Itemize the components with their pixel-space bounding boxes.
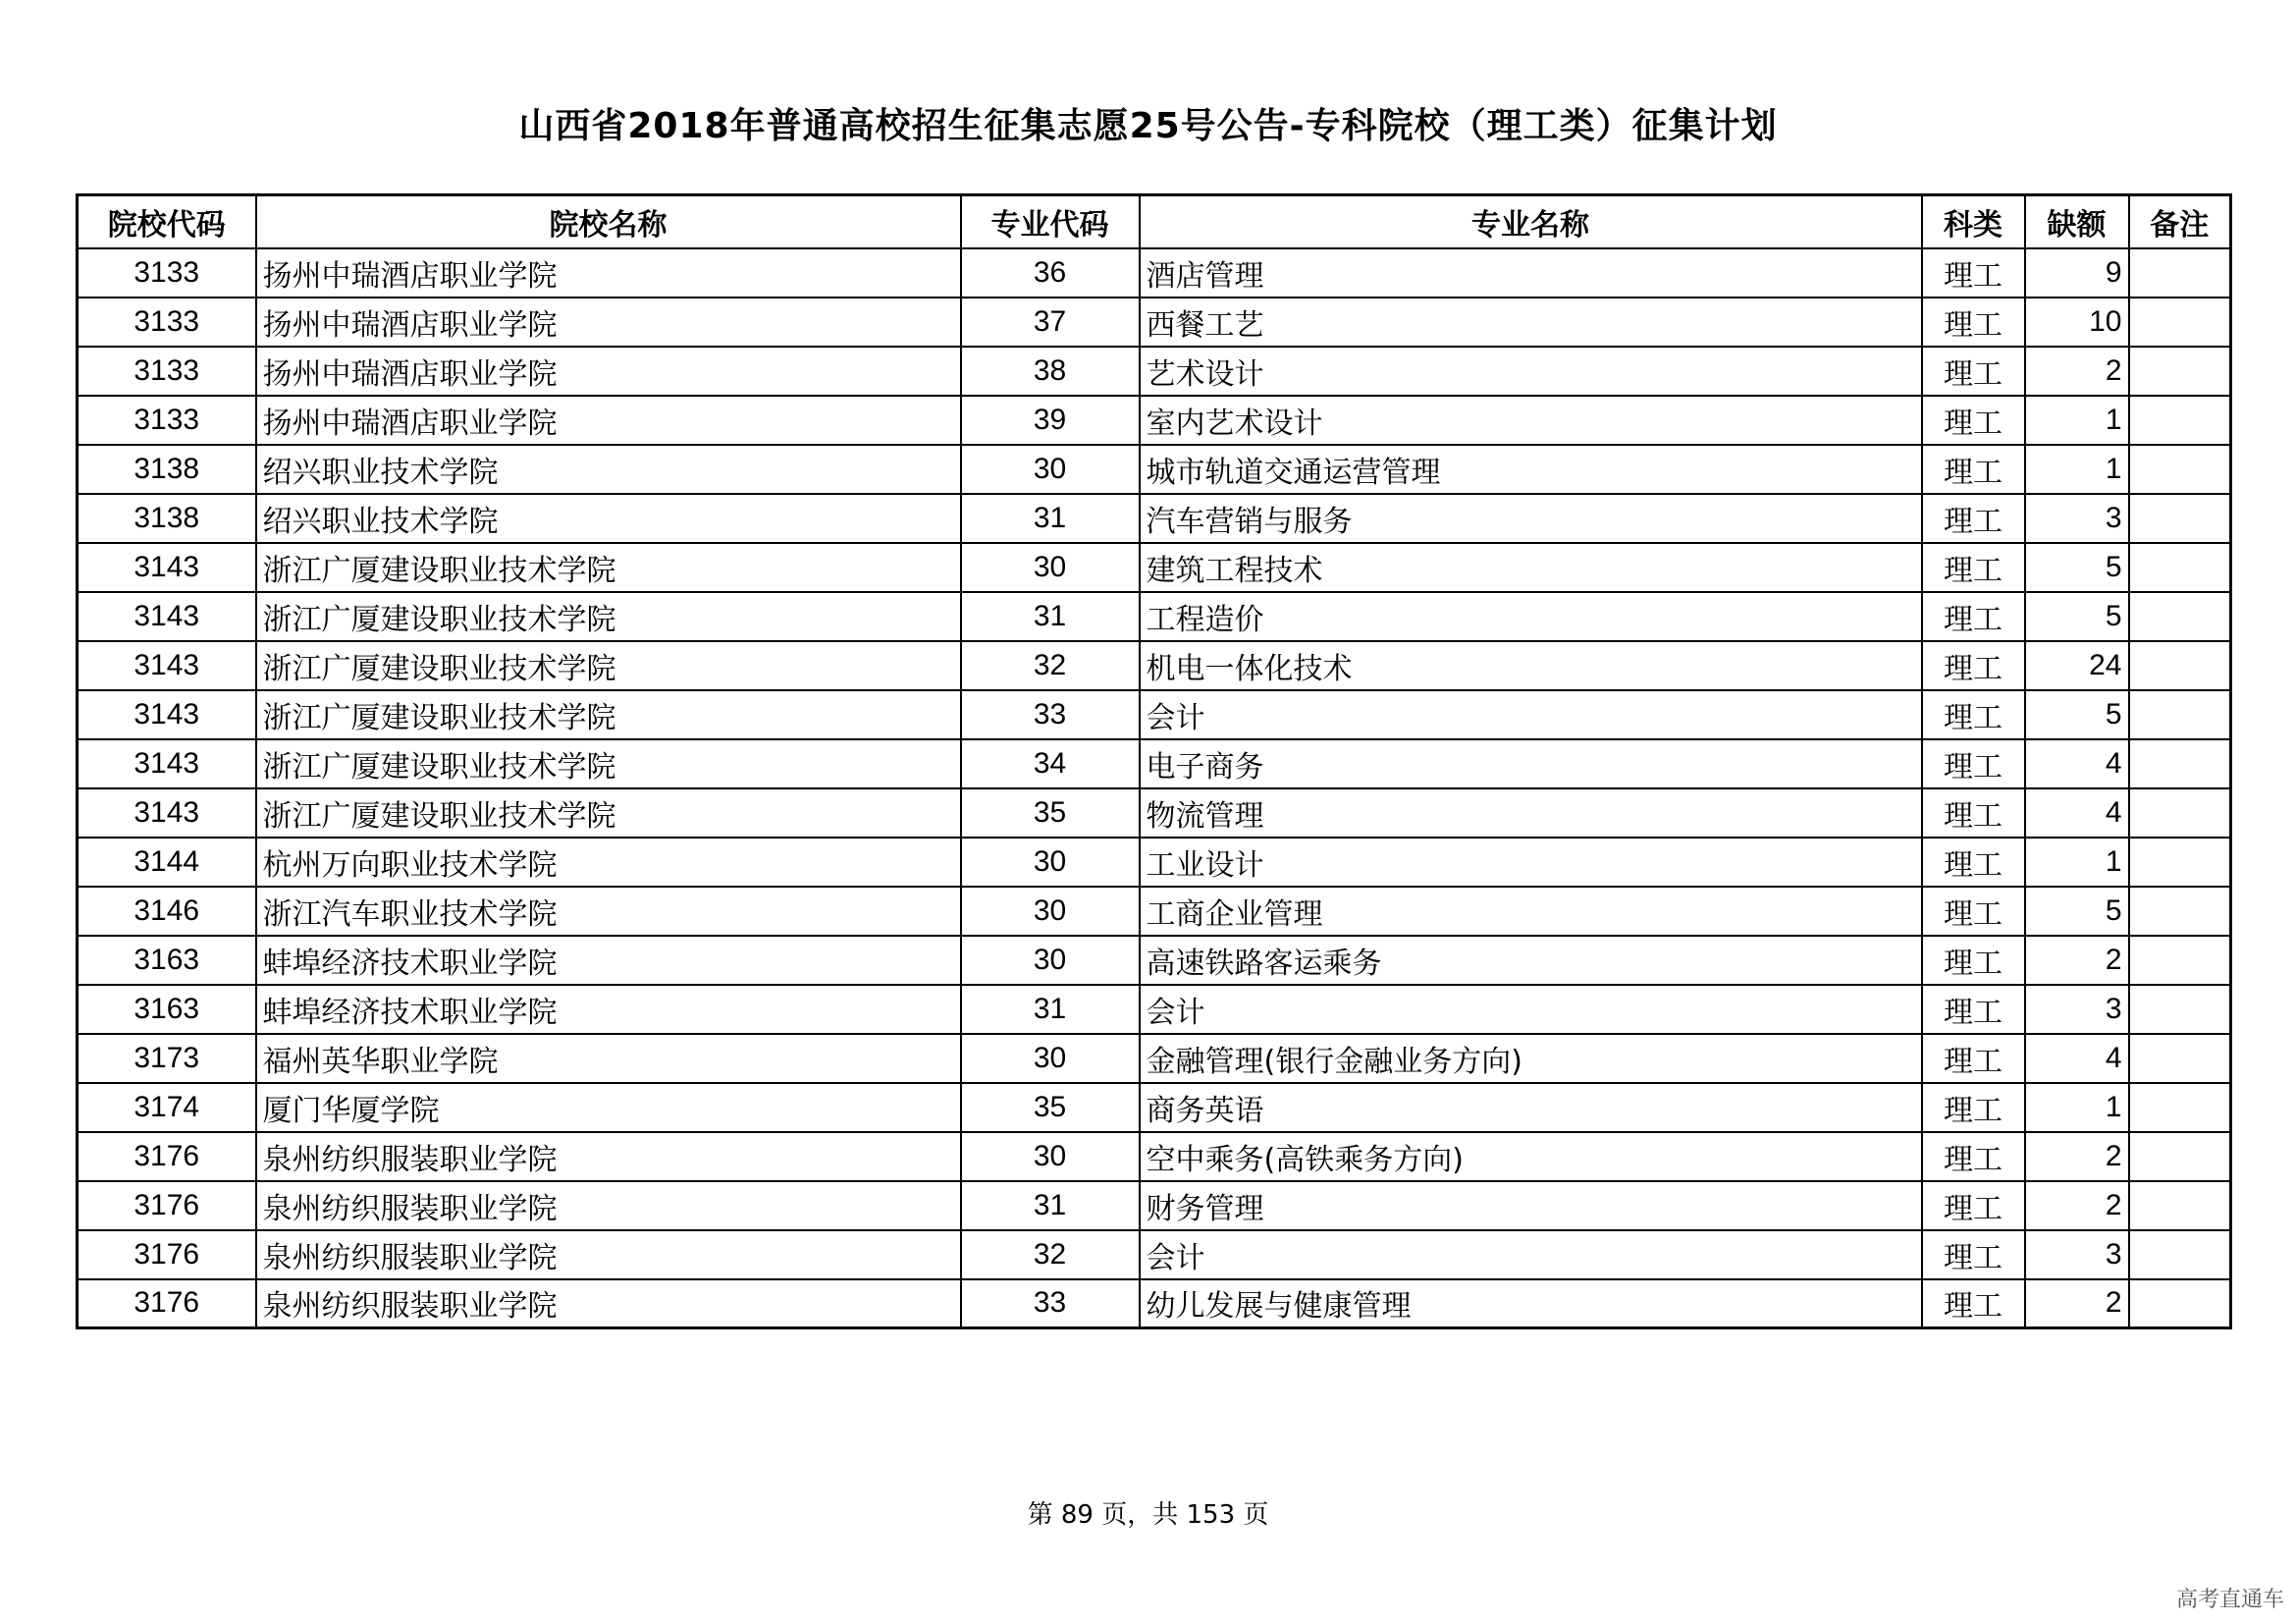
cell-remarks [2129, 1132, 2231, 1181]
cell-school-code: 3143 [78, 690, 256, 739]
table-row [78, 396, 2231, 445]
cell-school-code: 3143 [78, 739, 256, 788]
cell-school-name: 扬州中瑞酒店职业学院 [256, 347, 961, 396]
cell-major-code: 36 [961, 248, 1140, 298]
header-school-name: 院校名称 [256, 195, 961, 248]
table-row [78, 887, 2231, 936]
cell-category: 理工 [1922, 1132, 2025, 1181]
cell-category: 理工 [1922, 248, 2025, 298]
cell-major-name: 金融管理(银行金融业务方向) [1140, 1034, 1922, 1083]
table-row [78, 788, 2231, 838]
cell-remarks [2129, 445, 2231, 494]
cell-quota: 4 [2025, 1034, 2129, 1083]
cell-quota: 1 [2025, 396, 2129, 445]
cell-major-name: 会计 [1140, 985, 1922, 1034]
cell-category: 理工 [1922, 1230, 2025, 1279]
header-school-code: 院校代码 [78, 195, 256, 248]
cell-major-name: 电子商务 [1140, 739, 1922, 788]
cell-major-name: 财务管理 [1140, 1181, 1922, 1230]
cell-category: 理工 [1922, 298, 2025, 347]
cell-school-code: 3163 [78, 936, 256, 985]
cell-major-code: 34 [961, 739, 1140, 788]
cell-major-name: 工程造价 [1140, 592, 1922, 641]
cell-major-name: 室内艺术设计 [1140, 396, 1922, 445]
cell-category: 理工 [1922, 592, 2025, 641]
cell-school-name: 泉州纺织服装职业学院 [256, 1181, 961, 1230]
cell-quota: 1 [2025, 445, 2129, 494]
cell-major-code: 30 [961, 445, 1140, 494]
table-row [78, 985, 2231, 1034]
document-title: 山西省2018年普通高校招生征集志愿25号公告-专科院校（理工类）征集计划 [518, 106, 1778, 146]
enrollment-plan-table [76, 193, 2232, 1329]
cell-school-code: 3146 [78, 887, 256, 936]
cell-major-code: 32 [961, 641, 1140, 690]
cell-school-name: 泉州纺织服装职业学院 [256, 1230, 961, 1279]
page-number: 第 89 页，共 153 页 [1027, 1500, 1269, 1530]
table-row [78, 936, 2231, 985]
table-row [78, 739, 2231, 788]
cell-major-code: 37 [961, 298, 1140, 347]
cell-major-name: 建筑工程技术 [1140, 543, 1922, 592]
cell-school-name: 浙江广厦建设职业技术学院 [256, 592, 961, 641]
cell-school-name: 浙江汽车职业技术学院 [256, 887, 961, 936]
cell-remarks [2129, 838, 2231, 887]
cell-major-name: 物流管理 [1140, 788, 1922, 838]
cell-category: 理工 [1922, 1181, 2025, 1230]
cell-category: 理工 [1922, 887, 2025, 936]
cell-quota: 9 [2025, 248, 2129, 298]
cell-category: 理工 [1922, 543, 2025, 592]
cell-school-name: 扬州中瑞酒店职业学院 [256, 298, 961, 347]
cell-remarks [2129, 396, 2231, 445]
header-major-code: 专业代码 [961, 195, 1140, 248]
cell-school-name: 泉州纺织服装职业学院 [256, 1279, 961, 1328]
cell-quota: 24 [2025, 641, 2129, 690]
cell-major-name: 会计 [1140, 1230, 1922, 1279]
cell-remarks [2129, 1034, 2231, 1083]
cell-remarks [2129, 1083, 2231, 1132]
cell-major-code: 30 [961, 887, 1140, 936]
cell-school-code: 3133 [78, 347, 256, 396]
cell-major-code: 31 [961, 592, 1140, 641]
cell-school-name: 泉州纺织服装职业学院 [256, 1132, 961, 1181]
cell-category: 理工 [1922, 641, 2025, 690]
cell-school-code: 3138 [78, 494, 256, 543]
cell-remarks [2129, 494, 2231, 543]
cell-school-name: 杭州万向职业技术学院 [256, 838, 961, 887]
cell-quota: 2 [2025, 936, 2129, 985]
cell-school-code: 3143 [78, 788, 256, 838]
cell-school-name: 绍兴职业技术学院 [256, 494, 961, 543]
cell-school-name: 蚌埠经济技术职业学院 [256, 936, 961, 985]
table-row [78, 1083, 2231, 1132]
cell-school-name: 浙江广厦建设职业技术学院 [256, 788, 961, 838]
cell-school-code: 3144 [78, 838, 256, 887]
cell-school-code: 3133 [78, 298, 256, 347]
cell-category: 理工 [1922, 1034, 2025, 1083]
cell-category: 理工 [1922, 396, 2025, 445]
cell-school-code: 3143 [78, 641, 256, 690]
cell-school-code: 3176 [78, 1230, 256, 1279]
cell-school-name: 福州英华职业学院 [256, 1034, 961, 1083]
cell-remarks [2129, 936, 2231, 985]
cell-major-code: 33 [961, 690, 1140, 739]
cell-remarks [2129, 1230, 2231, 1279]
cell-major-code: 30 [961, 936, 1140, 985]
cell-major-name: 空中乘务(高铁乘务方向) [1140, 1132, 1922, 1181]
cell-category: 理工 [1922, 788, 2025, 838]
cell-category: 理工 [1922, 1279, 2025, 1328]
cell-major-code: 30 [961, 1034, 1140, 1083]
table-header [78, 195, 2231, 248]
cell-major-code: 30 [961, 1132, 1140, 1181]
cell-major-name: 机电一体化技术 [1140, 641, 1922, 690]
cell-remarks [2129, 641, 2231, 690]
cell-quota: 5 [2025, 690, 2129, 739]
cell-remarks [2129, 1279, 2231, 1328]
cell-quota: 1 [2025, 1083, 2129, 1132]
cell-remarks [2129, 788, 2231, 838]
header-major-name: 专业名称 [1140, 195, 1922, 248]
cell-school-code: 3133 [78, 248, 256, 298]
cell-category: 理工 [1922, 936, 2025, 985]
cell-school-code: 3176 [78, 1132, 256, 1181]
cell-remarks [2129, 298, 2231, 347]
table-row [78, 690, 2231, 739]
table-row [78, 543, 2231, 592]
cell-school-code: 3143 [78, 592, 256, 641]
cell-remarks [2129, 690, 2231, 739]
cell-school-name: 扬州中瑞酒店职业学院 [256, 248, 961, 298]
cell-quota: 2 [2025, 1132, 2129, 1181]
cell-school-name: 绍兴职业技术学院 [256, 445, 961, 494]
cell-school-code: 3163 [78, 985, 256, 1034]
cell-school-code: 3133 [78, 396, 256, 445]
table-row [78, 1279, 2231, 1328]
header-category: 科类 [1922, 195, 2025, 248]
table-row [78, 641, 2231, 690]
cell-school-code: 3173 [78, 1034, 256, 1083]
cell-major-code: 35 [961, 788, 1140, 838]
cell-major-code: 35 [961, 1083, 1140, 1132]
cell-quota: 4 [2025, 788, 2129, 838]
cell-major-name: 西餐工艺 [1140, 298, 1922, 347]
table-row [78, 838, 2231, 887]
cell-major-name: 城市轨道交通运营管理 [1140, 445, 1922, 494]
cell-remarks [2129, 739, 2231, 788]
table-row [78, 1230, 2231, 1279]
cell-quota: 1 [2025, 838, 2129, 887]
cell-school-code: 3174 [78, 1083, 256, 1132]
cell-quota: 10 [2025, 298, 2129, 347]
cell-remarks [2129, 592, 2231, 641]
cell-major-code: 31 [961, 985, 1140, 1034]
cell-major-name: 会计 [1140, 690, 1922, 739]
cell-major-code: 39 [961, 396, 1140, 445]
table-row [78, 248, 2231, 298]
cell-major-code: 32 [961, 1230, 1140, 1279]
cell-quota: 5 [2025, 543, 2129, 592]
cell-major-name: 汽车营销与服务 [1140, 494, 1922, 543]
cell-category: 理工 [1922, 690, 2025, 739]
table-row [78, 298, 2231, 347]
header-remarks: 备注 [2129, 195, 2231, 248]
cell-school-code: 3143 [78, 543, 256, 592]
cell-remarks [2129, 543, 2231, 592]
cell-school-code: 3138 [78, 445, 256, 494]
header-row [78, 195, 2231, 248]
cell-major-code: 31 [961, 1181, 1140, 1230]
cell-major-name: 酒店管理 [1140, 248, 1922, 298]
cell-major-code: 38 [961, 347, 1140, 396]
table-row [78, 1132, 2231, 1181]
cell-quota: 2 [2025, 1279, 2129, 1328]
cell-school-name: 浙江广厦建设职业技术学院 [256, 641, 961, 690]
cell-school-name: 厦门华厦学院 [256, 1083, 961, 1132]
cell-quota: 2 [2025, 1181, 2129, 1230]
cell-category: 理工 [1922, 494, 2025, 543]
cell-category: 理工 [1922, 347, 2025, 396]
cell-major-code: 31 [961, 494, 1140, 543]
cell-category: 理工 [1922, 985, 2025, 1034]
cell-major-name: 工商企业管理 [1140, 887, 1922, 936]
table-row [78, 1034, 2231, 1083]
cell-school-code: 3176 [78, 1181, 256, 1230]
cell-remarks [2129, 887, 2231, 936]
cell-remarks [2129, 248, 2231, 298]
cell-school-name: 浙江广厦建设职业技术学院 [256, 543, 961, 592]
cell-quota: 5 [2025, 887, 2129, 936]
cell-category: 理工 [1922, 1083, 2025, 1132]
cell-quota: 3 [2025, 494, 2129, 543]
cell-remarks [2129, 347, 2231, 396]
table-row [78, 445, 2231, 494]
header-quota: 缺额 [2025, 195, 2129, 248]
cell-quota: 2 [2025, 347, 2129, 396]
cell-quota: 3 [2025, 985, 2129, 1034]
cell-school-code: 3176 [78, 1279, 256, 1328]
table-body [78, 248, 2231, 1328]
cell-category: 理工 [1922, 838, 2025, 887]
cell-major-code: 30 [961, 543, 1140, 592]
cell-school-name: 扬州中瑞酒店职业学院 [256, 396, 961, 445]
cell-major-name: 工业设计 [1140, 838, 1922, 887]
cell-major-name: 商务英语 [1140, 1083, 1922, 1132]
cell-school-name: 蚌埠经济技术职业学院 [256, 985, 961, 1034]
cell-major-name: 高速铁路客运乘务 [1140, 936, 1922, 985]
cell-major-name: 艺术设计 [1140, 347, 1922, 396]
cell-major-name: 幼儿发展与健康管理 [1140, 1279, 1922, 1328]
cell-school-name: 浙江广厦建设职业技术学院 [256, 739, 961, 788]
cell-quota: 4 [2025, 739, 2129, 788]
watermark: 高考直通车 [2175, 1588, 2284, 1612]
table-row [78, 494, 2231, 543]
cell-quota: 3 [2025, 1230, 2129, 1279]
cell-major-code: 30 [961, 838, 1140, 887]
cell-major-code: 33 [961, 1279, 1140, 1328]
table-row [78, 592, 2231, 641]
cell-quota: 5 [2025, 592, 2129, 641]
cell-category: 理工 [1922, 739, 2025, 788]
cell-category: 理工 [1922, 445, 2025, 494]
table-row [78, 347, 2231, 396]
cell-school-name: 浙江广厦建设职业技术学院 [256, 690, 961, 739]
cell-remarks [2129, 985, 2231, 1034]
table-row [78, 1181, 2231, 1230]
cell-remarks [2129, 1181, 2231, 1230]
